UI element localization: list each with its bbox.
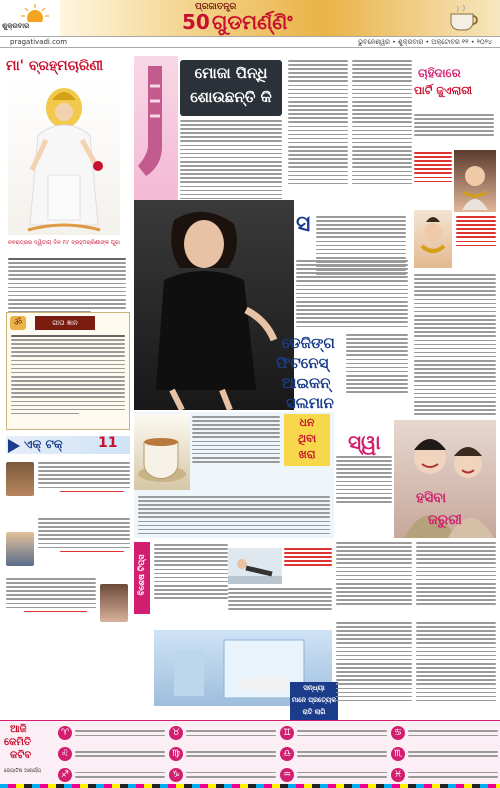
quote-box xyxy=(6,312,130,430)
horoscope-grid xyxy=(58,724,498,784)
demand-list-1 xyxy=(414,152,452,182)
vertical-tag xyxy=(134,542,150,614)
libra-icon: ♎ xyxy=(280,747,294,761)
title-line3: କଟିବ xyxy=(10,750,32,761)
title-line1: ଆଜି xyxy=(10,724,27,735)
ek-tak-banner xyxy=(6,436,130,454)
tips-text xyxy=(154,544,228,599)
masthead xyxy=(0,0,500,36)
goddess-article xyxy=(8,258,126,313)
zodiac-item xyxy=(280,724,387,743)
masthead-bar xyxy=(0,36,500,48)
gemini-icon: ♊ xyxy=(280,726,294,740)
laugh-text-col-2 xyxy=(336,542,412,605)
jewellery-photo-1 xyxy=(454,150,496,212)
shower-text-col-2 xyxy=(416,622,496,701)
laugh-headline xyxy=(412,490,492,538)
laugh-text-col-3 xyxy=(416,542,496,605)
leo-icon: ♌ xyxy=(58,747,72,761)
zodiac-item xyxy=(58,724,165,743)
demand-headline xyxy=(414,66,494,110)
tag-line1: ଧନ xyxy=(299,416,315,429)
tag-line3: ଖରା xyxy=(298,448,316,461)
fitness-text-col-2 xyxy=(296,260,408,327)
salman-photo xyxy=(134,200,294,410)
demand-bullets xyxy=(414,274,496,415)
headline-line2: ଶୋଉଛନ୍ତି କି xyxy=(190,88,272,106)
color-registration-bar xyxy=(0,784,500,788)
fitness-text-drop: ସ xyxy=(296,212,311,237)
zodiac-item xyxy=(58,745,165,764)
virgo-icon: ♍ xyxy=(169,747,183,761)
ek-tak-number: 11 xyxy=(98,435,118,451)
dateline: ଭୁବନେଶ୍ୱର • ଶୁକ୍ରବାର • ଅକ୍ଟୋବର ୧୧ • ୨୦୨୪ xyxy=(358,38,492,46)
tea-text-col-2 xyxy=(138,496,330,534)
ek-tak-entry-1 xyxy=(6,460,130,512)
tea-cup-icon xyxy=(445,2,485,32)
aries-icon: ♈ xyxy=(58,726,72,740)
ek-tak-arrow-icon xyxy=(8,438,20,452)
ek-tak-entry-2 xyxy=(6,518,130,574)
yoga-photo xyxy=(228,548,282,584)
zodiac-item xyxy=(169,724,276,743)
zodiac-item xyxy=(280,745,387,764)
entry-text xyxy=(38,462,130,492)
quote-title: ଗୀତା ଜ୍ଞାନ xyxy=(35,316,95,330)
headline-line3: ଆଇକନ୍ xyxy=(282,374,331,392)
tag-line2: ଥିବା xyxy=(297,432,317,445)
person-photo xyxy=(100,584,128,622)
horoscope-title xyxy=(4,724,52,766)
socks-photo xyxy=(134,56,178,206)
lead-text-col-4 xyxy=(352,60,412,184)
lead-text-col-2 xyxy=(180,120,282,199)
tips-list xyxy=(284,548,332,566)
cancer-icon: ♋ xyxy=(391,726,405,740)
title-line2: କେମିତି xyxy=(4,737,32,748)
fitness-text-col-3 xyxy=(346,334,408,393)
headline-line1: ହସିବା xyxy=(416,490,447,506)
taurus-icon: ♉ xyxy=(169,726,183,740)
tea-text-col-1 xyxy=(192,416,280,463)
headline-line2: ପାର୍ଟି ଜୁଏଲାରୀ xyxy=(414,84,473,97)
supplement-number: 50 xyxy=(182,10,210,34)
lead-text-col-3 xyxy=(288,60,348,184)
caption-line1: ସନ୍ଧ୍ୟା xyxy=(303,684,325,692)
sagittarius-icon: ♐ xyxy=(58,768,72,782)
page-label: ଶୁକ୍ରବାର xyxy=(2,22,30,30)
laugh-drop-cap: ସ୍ୱା xyxy=(348,430,381,454)
ek-tak-title: ଏକ୍ ଟକ୍ xyxy=(24,437,63,451)
pisces-icon: ♓ xyxy=(391,768,405,782)
zodiac-item xyxy=(391,724,498,743)
headline-line1: ମୋଜା ପିନ୍ଧି xyxy=(194,64,268,82)
caption-line3: ରାତି ଲାଗି xyxy=(302,708,326,716)
lead-headline xyxy=(180,60,282,116)
zodiac-item xyxy=(391,765,498,784)
shower-text-col-1 xyxy=(336,622,412,701)
laugh-text-col-1 xyxy=(336,456,392,503)
headline-line2: ଜରୁରୀ xyxy=(428,512,462,528)
vertical-tag-text: ବିଶେଷ ଟିପ୍ସ xyxy=(137,554,146,596)
headline-line1: ଚାହିଦାରେ xyxy=(418,66,461,80)
goddess-caption: ନବରାତ୍ରର ଦ୍ୱିତୀୟ ଦିନ ମା' ବ୍ରହ୍ମଚାରିଣୀଙ୍କ ପୂଜା xyxy=(8,240,120,246)
sun-icon xyxy=(20,2,50,22)
person-photo xyxy=(6,462,34,496)
zodiac-item xyxy=(280,765,387,784)
demand-text xyxy=(414,114,494,136)
quote-text xyxy=(11,335,125,414)
shower-caption xyxy=(290,682,338,722)
tea-tag xyxy=(284,414,330,466)
zodiac-item xyxy=(391,745,498,764)
person-photo xyxy=(6,532,34,566)
headline-line1: ଡେଜିଙ୍ଗ xyxy=(282,334,335,352)
capricorn-icon: ♑ xyxy=(169,768,183,782)
tips-text-2 xyxy=(228,588,332,610)
goddess-title: ମା' ବ୍ରହ୍ମଚାରିଣୀ xyxy=(6,58,104,74)
supplement-name: ଗୁଡମର୍ଣ୍ଣିଂ xyxy=(212,10,293,34)
supplement-top: ପ୍ରଜାତନ୍ତ୍ର xyxy=(195,2,237,12)
aquarius-icon: ♒ xyxy=(280,768,294,782)
om-icon: ॐ xyxy=(10,316,26,330)
goddess-image xyxy=(8,80,120,235)
zodiac-item xyxy=(169,765,276,784)
headline-line4: ସଲମାନ xyxy=(286,394,334,412)
zodiac-item xyxy=(169,745,276,764)
horoscope-astrologer: ଜ୍ୟୋତିଷ ଆଚାର୍ଯ୍ୟ xyxy=(4,768,42,774)
headline-line2: ଫିଟନେସ୍ xyxy=(276,354,329,372)
entry-text xyxy=(6,578,96,612)
website-text: pragativadi.com xyxy=(10,38,68,46)
caption-line2: ମାନେ ପ୍ରତ୍ୟେକ xyxy=(291,696,337,704)
tea-photo xyxy=(134,414,190,490)
jewellery-photo-2 xyxy=(414,210,452,268)
zodiac-item xyxy=(58,765,165,784)
scorpio-icon: ♏ xyxy=(391,747,405,761)
ek-tak-entry-3 xyxy=(6,578,130,634)
demand-list-2 xyxy=(456,216,496,246)
entry-text xyxy=(38,518,130,552)
